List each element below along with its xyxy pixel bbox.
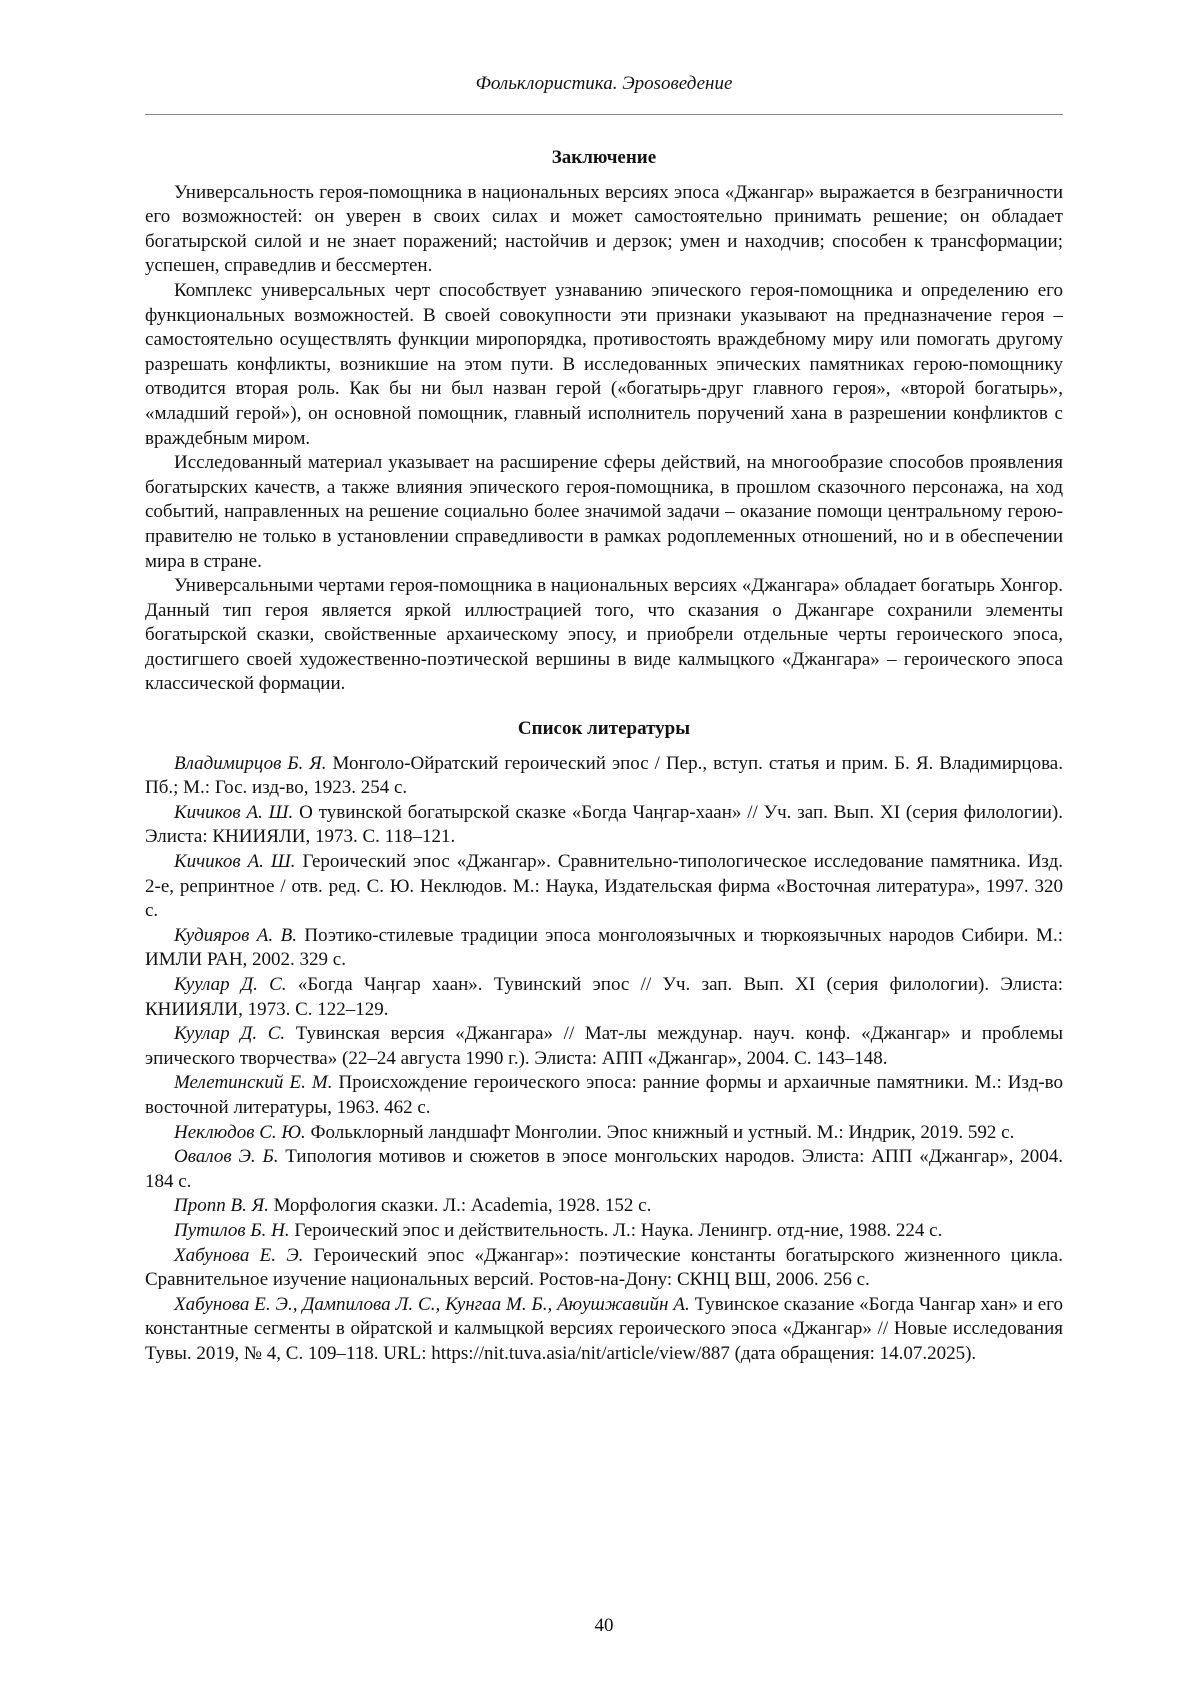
reference-author: Путилов Б. Н.: [174, 1219, 290, 1241]
reference-author: Кичиков А. Ш.: [174, 801, 294, 823]
reference-author: Хабунова Е. Э.: [174, 1244, 304, 1266]
reference-text: О тувинской богатырской сказке «Богда Чаӊгар-хаан» // Уч. зап. Вып. XI (серия филологии). Элиста: КНИИЯЛИ, 1973. С. 118–121.: [145, 801, 1063, 848]
running-header: Фольклористика. Эposоведение: [475, 73, 733, 94]
reference-text: Героический эпос и действительность. Л.: Наука. Ленингр. отд-ние, 1988. 224 с.: [289, 1219, 943, 1241]
reference-author: Пропп В. Я.: [174, 1195, 269, 1217]
header-rule: [145, 114, 1063, 115]
page-number: 40: [594, 1615, 614, 1636]
reference-item: [145, 1194, 1063, 1219]
references-list: [145, 752, 1063, 1367]
reference-item: [145, 1071, 1063, 1120]
conclusion-paragraph-3: Исследованный материал указывает на расширение сферы действий, на многообразие способов проявления богатырских качеств, а также влияния эпического героя-помощника, в прошлом сказочного персонажа, на ход событий, направленных на решение социально более значимой задачи – оказание помощи центральному герою-правителю не только в установлении справедливости в рамках родоплеменных отношений, но и в обеспечении мира в стране.: [145, 452, 1063, 572]
reference-item: [145, 1293, 1063, 1367]
reference-author: Мелетинский Е. М.: [174, 1072, 333, 1094]
reference-text: Фольклорный ландшафт Монголии. Эпос книжный и устный. М.: Индрик, 2019. 592 с.: [305, 1121, 1015, 1143]
reference-author: Кудияров А. В.: [174, 924, 297, 946]
conclusion-paragraph-4: Универсальными чертами героя-помощника в национальных версиях «Джангара» обладает богатырь Хонгор. Данный тип героя является яркой иллюстрацией того, что сказания о Джангаре сохранили элементы богатырской сказки, свойственные архаическому эпосу, и приобрели отдельные черты героического эпоса, достигшего своей художественно-поэтической вершины в виде калмыцкого «Джангара» – героического эпоса классической формации.: [145, 575, 1063, 695]
reference-author: Куулар Д. С.: [174, 1023, 286, 1045]
reference-item: [145, 1121, 1063, 1146]
reference-text: Героический эпос «Джангар». Сравнительно-типологическое исследование памятника. Изд. 2-е, репринтное / отв. ред. С. Ю. Неклюдов. М.: Наука, Издательская фирма «Восточная литература», 1997. 320 с.: [145, 851, 1063, 922]
reference-author: Неклюдов С. Ю.: [174, 1121, 306, 1143]
reference-text: Морфология сказки. Л.: Academia, 1928. 152 с.: [268, 1195, 652, 1217]
reference-author: Куулар Д. С.: [174, 974, 287, 995]
reference-text: «Богда Чаӊгар хаан». Тувинский эпос // Уч. зап. Вып. XI (серия филологии). Элиста: КНИИЯЛИ, 1973. С. 122–129.: [145, 974, 1063, 1020]
reference-item: [145, 1219, 1063, 1244]
conclusion-paragraph-1: Универсальность героя-помощника в национальных версиях эпоса «Джангар» выражается в безграничности его возможностей: он уверен в своих силах и может самостоятельно принимать решение; он обладает богатырской силой и не знает поражений; настойчив и дерзок; умен и находчив; способен к трансформации; успешен, справедлив и бессмертен.: [145, 181, 1063, 277]
reference-author: Владимирцов Б. Я.: [174, 752, 327, 774]
reference-item: [145, 1022, 1063, 1071]
conclusion-paragraph-2: Комплекс универсальных черт способствует узнаванию эпического героя-помощника и определению его функциональных возможностей. В своей совокупности эти признаки указывают на предназначение героя – самостоятельно осуществлять функции миропорядка, противостоять враждебному миру или помогать другому разрешать конфликты, возникшие на этом пути. В исследованных эпических памятниках герою-помощнику отводится вторая роль. Как бы ни был назван герой («богатырь-друг главного героя», «второй богатырь», «младший герой»), он основной помощник, главный исполнитель поручений хана в разрешении конфликтов с враждебным миром.: [145, 279, 1063, 449]
reference-text: Тувинская версия «Джангара» // Мат-лы междунар. науч. конф. «Джангар» и проблемы эпического творчества» (22–24 августа 1990 г.). Элиста: АПП «Джангар», 2004. С. 143–148.: [145, 1023, 1063, 1069]
reference-item: [145, 850, 1063, 924]
reference-text: Монголо-Ойратский героический эпос / Пер., вступ. статья и прим. Б. Я. Владимирцова. Пб.; М.: Гос. изд-во, 1923. 254 с.: [145, 752, 1063, 799]
reference-item: [145, 801, 1063, 850]
conclusion-title: Заключение: [551, 147, 657, 168]
reference-text: Тувинское сказание «Богда Чангар хан» и его константные сегменты в ойратской и калмыцкой версиях героического эпоса «Джангар» // Новые исследования Тувы. 2019, № 4, С. 109–118. URL: https://nit.tuva.asia/nit/article/view/887 (дата обращения: 14.07.2025).: [145, 1293, 1063, 1364]
reference-item: [145, 973, 1063, 1022]
reference-item: [145, 1244, 1063, 1293]
reference-author: Овалов Э. Б.: [174, 1146, 279, 1168]
reference-item: [145, 1145, 1063, 1194]
main-content: [145, 146, 1063, 1367]
reference-item: [145, 752, 1063, 801]
reference-author: Хабунова Е. Э., Дампилова Л. С., Кунгаа М. Б., Аюушжавийн А.: [174, 1293, 690, 1315]
reference-text: Типология мотивов и сюжетов в эпосе монгольских народов. Элиста: АПП «Джангар», 2004. 184 с.: [145, 1146, 1063, 1192]
reference-text: Происхождение героического эпоса: ранние формы и архаичные памятники. М.: Изд-во восточной литературы, 1963. 462 с.: [145, 1072, 1063, 1118]
references-title: Список литературы: [517, 718, 691, 740]
reference-text: Поэтико-стилевые традиции эпоса монголоязычных и тюркоязычных народов Сибири. М.: ИМЛИ РАН, 2002. 329 с.: [145, 924, 1063, 971]
reference-text: Героический эпос «Джангар»: поэтические константы богатырского жизненного цикла. Сравнительное изучение национальных версий. Ростов-на-Дону: СКНЦ ВШ, 2006. 256 с.: [145, 1244, 1063, 1291]
reference-item: [145, 924, 1063, 973]
reference-author: Кичиков А. Ш.: [174, 851, 296, 873]
